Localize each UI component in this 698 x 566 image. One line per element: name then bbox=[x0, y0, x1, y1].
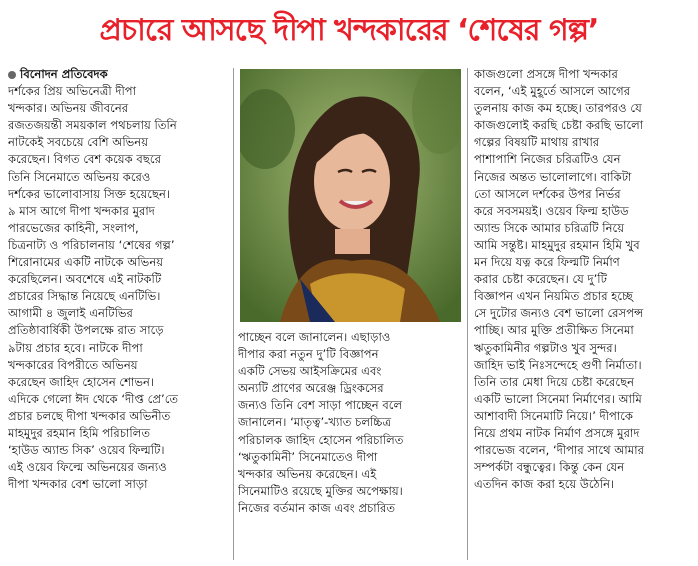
text-line: দীপার করা নতুন দু’টি বিজ্ঞাপন bbox=[238, 347, 379, 362]
text-line: খন্দকার। অভিনয় জীবনের bbox=[8, 101, 129, 116]
text-line: জন্যও তিনি বেশ সাড়া পাচ্ছেন বলে bbox=[238, 398, 403, 413]
text-line: কাজগুলোই করছি চেষ্টা করছি ভালো bbox=[474, 118, 644, 133]
column-divider bbox=[233, 68, 234, 560]
text-line: আগামী ৪ জুলাই এনটিভির bbox=[8, 306, 133, 321]
text-line: গল্পের বিষয়টি মাথায় রাখার bbox=[474, 135, 600, 150]
text-line: দর্শকের প্রিয় অভিনেত্রী দীপা bbox=[8, 84, 137, 99]
text-line: বলেন, ‘এই মুহূর্তে আসলে আগের bbox=[474, 84, 631, 99]
text-line: প্রচারের সিদ্ধান্ত নিয়েছে এনটিভি। bbox=[8, 289, 161, 304]
text-line: দর্শকের ভালোবাসায় সিক্ত হয়েছেন। bbox=[8, 186, 171, 201]
text-line: করেছিলেন। অবশেষে এই নাটকটি bbox=[8, 272, 162, 287]
text-line: করেছেন জাহিদ হোসেন শোভন। bbox=[8, 374, 155, 389]
portrait-photo bbox=[240, 69, 461, 322]
text-line: পাশাপাশি নিজের চরিত্রটিও যেন bbox=[474, 152, 621, 167]
text-line: জাহিদ ভাই নিঃসন্দেহে গুণী নির্মাতা। bbox=[474, 357, 642, 372]
text-line: অন্যটি প্রাণের অরেঞ্জ ড্রিংকসের bbox=[238, 381, 384, 396]
text-line: প্রচার চলছে দীপা খন্দকার অভিনীত bbox=[8, 408, 171, 423]
column-divider bbox=[467, 68, 468, 560]
text-line: এই ওয়েব ফিল্মে অভিনয়ের জন্যও bbox=[8, 460, 167, 475]
text-line: শিরোনামের একটি নাটকে অভিনয় bbox=[8, 255, 164, 270]
text-line: জানালেন। ‘মাতৃত্ব’-খ্যাত চলচ্চিত্র bbox=[238, 415, 392, 430]
text-line: এতদিন কাজ করা হয়ে উঠেনি। bbox=[474, 477, 615, 492]
text-line: মাহমুদুর রহমান হিমি পরিচালিত bbox=[8, 425, 151, 440]
text-line: সে দুটোর জন্যও বেশ ভালো রেসপন্স bbox=[474, 306, 644, 321]
text-line: পারভেজ বলেন, ‘দীপার সাথে আমার bbox=[474, 443, 644, 458]
text-line: তো আসলে দর্শকের উপর নির্ভর bbox=[474, 186, 621, 201]
text-line: সম্পর্কটা বন্ধুত্বের। কিন্তু কেন যেন bbox=[474, 460, 625, 475]
text-line: নাটকেই সবচেয়ে বেশি অভিনয় bbox=[8, 135, 149, 150]
text-line: অ্যান্ড সিকে আমার চরিত্রটি নিয়ে bbox=[474, 220, 625, 235]
text-line: পরিচালক জাহিদ হোসেন পরিচালিত bbox=[238, 432, 404, 447]
text-line: পারভেজের কাহিনী, সংলাপ, bbox=[8, 220, 139, 235]
column-1 bbox=[8, 66, 230, 562]
text-line: তুলনায় কাজ কম হচ্ছে। তারপরও যে bbox=[474, 101, 642, 116]
text-line: পাচ্ছেন বলে জানালেন। এছাড়াও bbox=[238, 330, 391, 344]
column-3 bbox=[474, 66, 692, 562]
column-1-body bbox=[8, 83, 230, 493]
text-line: চিত্রনাট্য ও পরিচালনায় ‘শেষের গল্প’ bbox=[8, 237, 175, 252]
text-line: করে সবসময়ই। ওয়েব ফিল্ম হাউড bbox=[474, 203, 629, 218]
text-line: করার চেষ্টা করেছেন। যে দু’টি bbox=[474, 272, 607, 287]
text-line: একটি সেভয় আইসক্রিমের এবং bbox=[238, 364, 382, 379]
text-line: তিনি সিনেমাতে অভিনয় করেও bbox=[8, 169, 151, 184]
text-line: একটি ভালো সিনেমা নির্মাণের। আমি bbox=[474, 391, 642, 406]
text-line: করেছেন। বিগত বেশ কয়েক বছরে bbox=[8, 152, 161, 167]
text-line: খন্দকার অভিনয় করেছেন। এই bbox=[238, 466, 377, 481]
text-line: নিজের বর্তমান কাজ এবং প্রচারিত bbox=[238, 500, 396, 515]
text-line: আমি সন্তুষ্ট। মাহমুদুর রহমান হিমি খুব bbox=[474, 237, 640, 252]
text-line: ‘হাউড অ্যান্ড সিক’ ওয়েব ফিল্মটি। bbox=[8, 443, 165, 458]
byline-text: বিনোদন প্রতিবেদক bbox=[20, 67, 108, 81]
text-line: ৯টায় প্রচার হবে। নাটকে দীপা bbox=[8, 340, 143, 355]
column-2 bbox=[238, 329, 460, 559]
text-line: নিজের অন্তত ভালোলাগে। বাকিটা bbox=[474, 169, 632, 184]
portrait-illustration bbox=[240, 69, 461, 322]
text-line: তিনি তার মেধা দিয়ে চেষ্টা করেছেন bbox=[474, 374, 635, 389]
text-line: ৯ মাস আগে দীপা খন্দকার মুরাদ bbox=[8, 203, 155, 218]
text-line: সিনেমাটিও রয়েছে মুক্তির অপেক্ষায়। bbox=[238, 483, 403, 498]
byline bbox=[8, 66, 230, 83]
text-line: ‘ঋতুকামিনী’ সিনেমাতেও দীপা bbox=[238, 449, 378, 464]
text-line: মন দিয়ে যত্ন করে ফিল্মটি নির্মাণ bbox=[474, 255, 620, 270]
text-line: এদিকে গেলো ঈদ থেকে ‘দীপ্ত প্রে’তে bbox=[8, 391, 179, 406]
headline: প্রচারে আসছে দীপা খন্দকারের ‘শেষের গল্প’ bbox=[99, 13, 599, 48]
text-line: পাচ্ছি। আর মুক্তি প্রতীক্ষিত সিনেমা bbox=[474, 323, 634, 338]
text-line: খন্দকারের বিপরীতে অভিনয় bbox=[8, 357, 138, 372]
bullet-icon bbox=[8, 71, 16, 79]
text-line: নিয়ে প্রথম নাটক নির্মাণ প্রসঙ্গে মুরাদ bbox=[474, 425, 640, 440]
text-line: আশাবাদী সিনেমাটি নিয়ে।’ দীপাকে bbox=[474, 408, 633, 423]
text-line: কাজগুলো প্রসঙ্গে দীপা খন্দকার bbox=[474, 67, 618, 81]
text-line: বিজ্ঞাপন এখন নিয়মিত প্রচার হচ্ছে bbox=[474, 289, 634, 304]
text-line: রজতজয়ন্তী সময়কাল পথচলায় তিনি bbox=[8, 118, 177, 133]
text-line: ঋতুকামিনীর গল্পটাও খুব সুন্দর। bbox=[474, 340, 617, 355]
text-line: প্রতিষ্ঠাবার্ষিকী উপলক্ষে রাত সাড়ে bbox=[8, 323, 164, 338]
text-line: দীপা খন্দকার বেশ ভালো সাড়া bbox=[8, 477, 148, 492]
